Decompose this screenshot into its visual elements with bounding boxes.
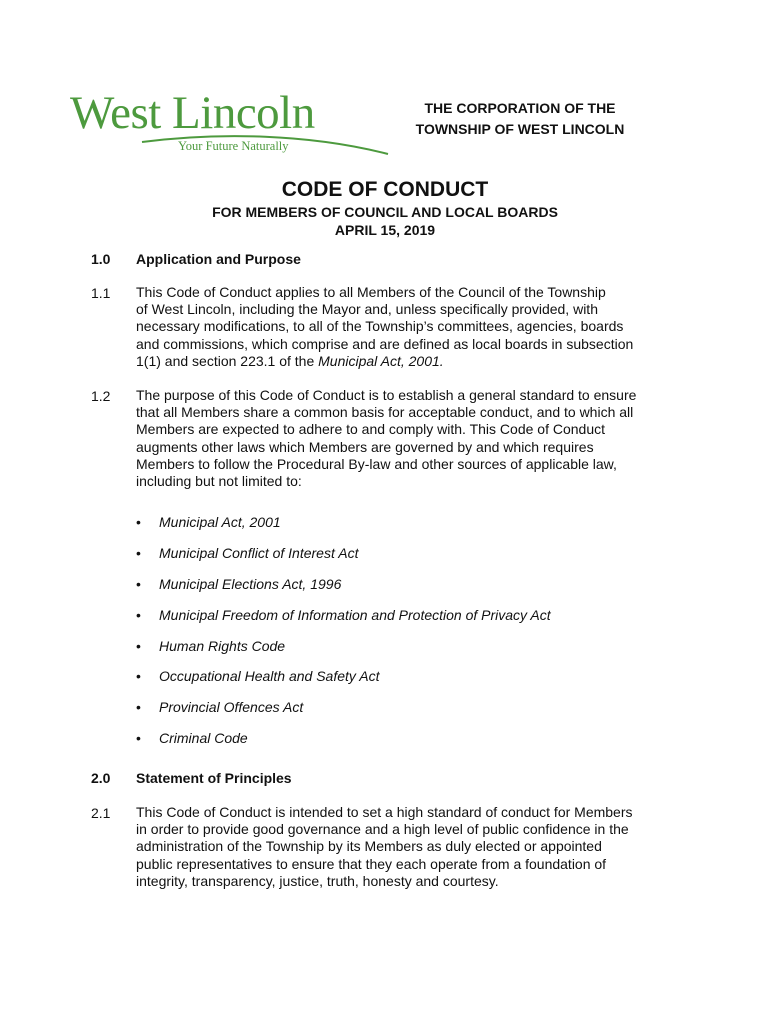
paragraph-line: necessary modifications, to all of the Township’s committees, agencies, boards [136, 318, 624, 335]
logo-wordmark: West Lincoln [70, 87, 315, 139]
document-title: CODE OF CONDUCT [281, 178, 489, 201]
west-lincoln-logo [70, 88, 390, 160]
section-number: 2.0 [91, 770, 111, 786]
subtitle-line-1: FOR MEMBERS OF COUNCIL AND LOCAL BOARDS [212, 204, 558, 220]
clause-number: 2.1 [91, 805, 111, 821]
paragraph-line: This Code of Conduct is intended to set a high standard of conduct for Members [136, 804, 633, 820]
corp-line-2: TOWNSHIP OF WEST LINCOLN [415, 121, 625, 137]
paragraph-line: and commissions, which comprise and are defined as local boards in subsection [136, 335, 634, 352]
paragraph-line: This Code of Conduct applies to all Members of the Council of the Township [136, 284, 606, 300]
paragraph-line: administration of the Township by its Members as duly elected or appointed [136, 838, 602, 855]
bullet-icon: • [136, 514, 141, 530]
paragraph-line [136, 353, 681, 370]
paragraph-line: including but not limited to: [136, 473, 302, 490]
bullet-icon: • [136, 576, 141, 592]
paragraph-line: of West Lincoln, including the Mayor and, unless specifically provided, with [136, 301, 598, 318]
paragraph-line: augments other laws which Members are governed by and which requires [136, 438, 594, 455]
corp-line-1: THE CORPORATION OF THE [424, 100, 616, 116]
bullet-icon: • [136, 545, 141, 561]
act-reference: Municipal Act, 2001. [318, 352, 444, 369]
paragraph-line: public representatives to ensure that they each operate from a foundation of [136, 855, 607, 872]
bullet-icon: • [136, 668, 141, 684]
paragraph-line: in order to provide good governance and a high level of public confidence in the [136, 821, 629, 838]
bullet-icon: • [136, 730, 141, 746]
clause-number: 1.1 [91, 285, 111, 301]
clause-paragraph [136, 284, 681, 370]
clause-paragraph [136, 804, 681, 890]
section-heading: Statement of Principles [136, 770, 292, 786]
bullet-icon: • [136, 638, 141, 654]
paragraph-line: Members to follow the Procedural By-law and other sources of applicable law, [136, 455, 617, 472]
paragraph-line: that all Members share a common basis for acceptable conduct, and to which all [136, 404, 634, 421]
clause-number: 1.2 [91, 388, 111, 404]
document-subtitle [0, 203, 770, 239]
corporation-header [395, 98, 645, 140]
logo-tagline: Your Future Naturally [178, 139, 289, 153]
paragraph-text: 1(1) and section 223.1 of the [136, 352, 319, 369]
subtitle-date: APRIL 15, 2019 [334, 222, 436, 238]
section-number: 1.0 [91, 251, 111, 267]
bullet-icon: • [136, 607, 141, 623]
clause-paragraph [136, 387, 681, 490]
section-heading: Application and Purpose [136, 251, 301, 267]
paragraph-line: Members are expected to adhere to and comply with. This Code of Conduct [136, 421, 605, 438]
paragraph-line: The purpose of this Code of Conduct is to establish a general standard to ensure [136, 387, 637, 403]
bullet-icon: • [136, 699, 141, 715]
paragraph-line: integrity, transparency, justice, truth, honesty and courtesy. [136, 872, 499, 889]
